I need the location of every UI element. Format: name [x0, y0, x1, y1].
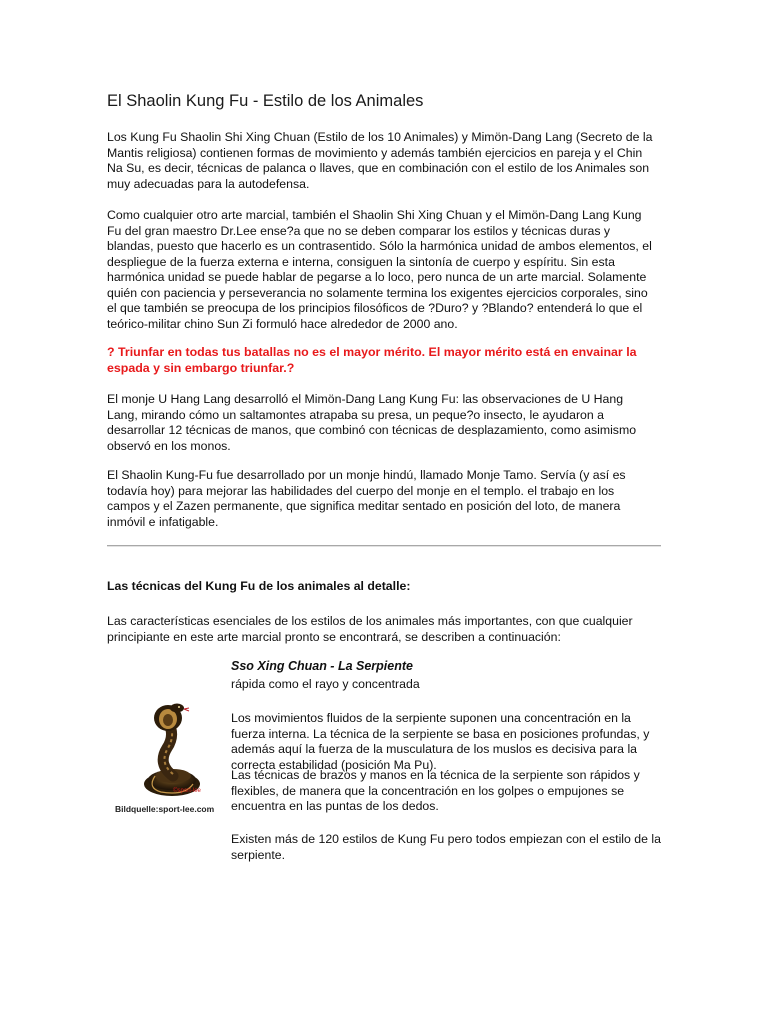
cobra-snake-image — [137, 700, 207, 802]
mantis-origin-paragraph: El monje U Hang Lang desarrolló el Mimön-Dang Lang Kung Fu: las observaciones de U Hang Lang, mirando cómo un saltamontes atrapaba su presa, un peque?o insecto, le ayudaron a desarrollar 12 técnicas de manos, que combinó con técnicas de desplazamiento, como asimismo observó en los monos. — [107, 392, 637, 453]
intro-paragraph: Los Kung Fu Shaolin Shi Xing Chuan (Estilo de los 10 Animales) y Mimön-Dang Lang (Secreto de la Mantis religiosa) contienen formas de movimiento y además también ejercicios en pareja y el Chin Na Su, es decir, técnicas de palanca o llaves, que en combinación con el estilo de los Animales son muy adecuadas para la autodefensa. — [107, 130, 653, 191]
shaolin-origin-paragraph: El Shaolin Kung-Fu fue desarrollado por un monje hindú, llamado Monje Tamo. Servía (y así es todavía hoy) para mejorar las habilidades del cuerpo del monje en el templo. el trabajo en los campos y el Zazen permanente, que significa meditar sentado en posición del loto, de manera inmóvil e infatigable. — [107, 468, 626, 529]
horizontal-divider — [107, 545, 661, 547]
animal-style-title: Sso Xing Chuan - La Serpiente — [231, 659, 413, 673]
page-title: El Shaolin Kung Fu - Estilo de los Animales — [107, 92, 424, 110]
snake-paragraph-styles: Existen más de 120 estilos de Kung Fu pero todos empiezan con el estilo de la serpiente. — [231, 832, 661, 862]
section-intro-paragraph: Las características esenciales de los estilos de los animales más importantes, con que cualquier principiante en este arte marcial pronto se encontrará, se describen a continuación: — [107, 614, 633, 644]
snake-figure — [115, 700, 227, 818]
section-heading: Las técnicas del Kung Fu de los animales al detalle: — [107, 579, 411, 593]
philosophy-paragraph: Como cualquier otro arte marcial, también el Shaolin Shi Xing Chuan y el Mimön-Dang Lang Kung Fu del gran maestro Dr.Lee ense?a que no se deben comparar los estilos y técnicas duras y blandas, puesto que hacerlo es un contrasentido. Sólo la harmónica unidad de ambos elementos, el despliegue de la fuerza externa e interna, consiguen la sintonía de cuerpo y espíritu. Sin esta harmónica unidad se puede hablar de pegarse a lo loco, pero nunca de un arte marcial. Solamente quién con paciencia y perseverancia no solamente termina los exigentes ejercicios corporales, sino el que también se preocupa de los principios filosóficos de ?Duro? y ?Blando? entenderá lo que el teórico-militar chino Sun Zi formuló hace alrededor de 2000 ano. — [107, 208, 652, 331]
image-caption: Bildquelle:sport-lee.com — [115, 804, 215, 814]
snake-paragraph-techniques: Las técnicas de brazos y manos en la técnica de la serpiente son rápidos y flexibles, de manera que la concentración en los golpes o empujones se encuentra en las puntas de los dedos. — [231, 768, 640, 813]
document-page — [107, 0, 662, 1024]
highlighted-quote: ? Triunfar en todas tus batallas no es el mayor mérito. El mayor mérito está en envainar la espada y sin embargo triunfar.? — [107, 345, 637, 375]
animal-style-subtitle: rápida como el rayo y concentrada — [231, 677, 420, 691]
svg-text:©sport-lee: ©sport-lee — [173, 788, 201, 794]
snake-paragraph-movements: Los movimientos fluidos de la serpiente suponen una concentración en la fuerza interna. La técnica de la serpiente se basa en posiciones profundas, y además aquí la fuerza de la musculatura de los muslos es decisiva para la correcta estabilidad (posición Ma Pu). — [231, 711, 650, 772]
